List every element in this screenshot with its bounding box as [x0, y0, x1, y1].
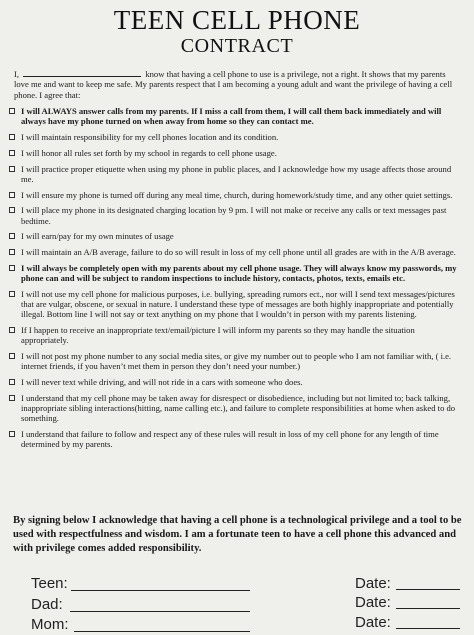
agreement-item-text: If I happen to receive an inappropriate text/email/picture I will inform my parents so they may handle the situation appropriately.	[21, 325, 415, 346]
mom-signature-line[interactable]	[74, 631, 250, 632]
agreement-item	[8, 429, 462, 449]
agreement-item-text: I understand that failure to follow and respect any of these rules will result in loss of my cell phone for any length of time determined by my parents.	[21, 429, 439, 450]
intro-paragraph	[14, 69, 460, 100]
dad-date-label: Date:	[355, 594, 391, 611]
agreement-item	[8, 393, 462, 424]
agreement-item	[8, 148, 462, 158]
document-subtitle: CONTRACT	[180, 35, 294, 57]
agreement-item-text: I will practice proper etiquette when using my phone in public places, and I acknowledge how my usage affects those around me.	[21, 163, 452, 184]
agreement-item-text: I will always be completely open with my parents about my cell phone usage. They will always know my passwords, my phone can and will be subject to random inspections to include history, contacts, photos, texts, emails etc.	[21, 262, 457, 284]
agreement-item-text: I will not post my phone number to any social media sites, or give my number out to people who I am not familiar with, ( i.e. internet friends, if you haven’t met them in person they don’t need your number.)	[21, 351, 452, 372]
dad-signature-label: Dad:	[31, 596, 63, 613]
agreement-item-text: I understand that my cell phone may be taken away for disrespect or disobedience, including but not limited to; back talking, inappropriate sibling interactions(hitting, name calling etc.), and failure to complete responsibilities at home when asked to do something.	[21, 392, 456, 424]
dad-signature-line[interactable]	[70, 611, 250, 612]
agreement-item-text: I will not use my cell phone for malicious purposes, i.e. bullying, spreading rumors ect., nor will I send text messages/pictures that are vulgar, obscene, or sexual in nature. I understand these type of messages are both highly inappropriate and potentially illegal. Bottom line I will not say or text anything on my phone that I wouldn’t in person with my parents listening.	[21, 288, 455, 320]
mom-date-line[interactable]	[396, 628, 460, 629]
agreement-item	[8, 164, 462, 184]
intro-prefix: I,	[14, 69, 20, 79]
agreement-list	[8, 106, 462, 455]
teen-date-line[interactable]	[396, 589, 460, 590]
agreement-item-text: I will place my phone in its designated charging location by 9 pm. I will not make or receive any calls or text messages past bedtime.	[21, 205, 447, 226]
document-title: TEEN CELL PHONE	[113, 5, 361, 35]
teen-signature-line[interactable]	[71, 590, 250, 591]
checkbox-icon[interactable]	[9, 166, 15, 172]
mom-date-label: Date:	[355, 614, 391, 631]
agreement-item-text: I will never text while driving, and will not ride in a cars with someone who does.	[21, 377, 303, 388]
checkbox-icon[interactable]	[9, 291, 15, 297]
checkbox-icon[interactable]	[9, 207, 15, 213]
agreement-item-text: I will maintain responsibility for my cell phones location and its condition.	[21, 132, 279, 142]
agreement-item	[8, 106, 462, 126]
agreement-item-text: I will ensure my phone is turned off during any meal time, church, during homework/study time, and any other quiet settings.	[21, 189, 453, 200]
agreement-item	[8, 351, 462, 371]
teen-date-label: Date:	[355, 575, 391, 592]
checkbox-icon[interactable]	[9, 108, 15, 114]
checkbox-icon[interactable]	[9, 327, 15, 333]
agreement-item	[8, 205, 462, 225]
acknowledgement-text: By signing below I acknowledge that having a cell phone is a technological privilege and a tool to be used with respectfulness and wisdom. I am a fortunate teen to have a cell phone this advanced and with privilege comes added responsibility.	[13, 515, 462, 555]
agreement-item	[8, 263, 462, 283]
checkbox-icon[interactable]	[9, 265, 15, 271]
checkbox-icon[interactable]	[9, 379, 15, 385]
intro-text: know that having a cell phone to use is a privilege, not a right. It shows that my parents love me and want to keep me safe. My parents respect that I am becoming a young adult and want the privilege of having a cell phone. I agree that:	[14, 69, 453, 100]
checkbox-icon[interactable]	[9, 192, 15, 198]
checkbox-icon[interactable]	[9, 150, 15, 156]
teen-signature-label: Teen:	[31, 575, 68, 592]
agreement-item	[8, 325, 462, 345]
agreement-item-text: I will honor all rules set forth by my school in regards to cell phone usage.	[21, 147, 277, 158]
agreement-item	[8, 247, 462, 257]
agreement-item-text: I will maintain an A/B average, failure to do so will result in loss of my cell phone until all grades are with in the A/B average.	[21, 247, 456, 258]
mom-signature-label: Mom:	[31, 616, 69, 633]
checkbox-icon[interactable]	[9, 353, 15, 359]
agreement-item-text: I will ALWAYS answer calls from my parents. If I miss a call from them, I will call them back immediately and will always have my phone turned on when away from home so they can contact me.	[21, 106, 442, 127]
agreement-item	[8, 190, 462, 200]
agreement-item	[8, 377, 462, 387]
checkbox-icon[interactable]	[9, 431, 15, 437]
dad-date-line[interactable]	[396, 608, 460, 609]
checkbox-icon[interactable]	[9, 233, 15, 239]
checkbox-icon[interactable]	[9, 395, 15, 401]
agreement-item-text: I will earn/pay for my own minutes of usage	[21, 231, 174, 242]
name-blank-line[interactable]	[23, 69, 141, 77]
checkbox-icon[interactable]	[9, 134, 15, 140]
agreement-item	[8, 289, 462, 320]
agreement-item	[8, 132, 462, 142]
agreement-item	[8, 231, 462, 241]
checkbox-icon[interactable]	[9, 249, 15, 255]
